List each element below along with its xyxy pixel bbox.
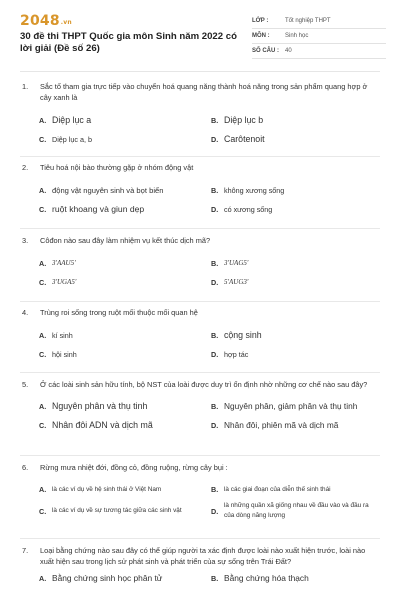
- option-c[interactable]: C. Nhân đôi ADN và dịch mã: [39, 420, 153, 430]
- question-stem: [20, 162, 380, 173]
- option-a[interactable]: A. Bằng chứng sinh học phân tử: [39, 573, 163, 583]
- option-b[interactable]: B. là các giai đoạn của diễn thế sinh thái: [211, 485, 331, 494]
- option-d[interactable]: D. Carôtenoit: [211, 134, 265, 144]
- option-c[interactable]: C. Diệp lục a, b: [39, 135, 92, 144]
- option-a[interactable]: A. 3'AAU5': [39, 259, 76, 268]
- meta-row-count: [252, 44, 386, 59]
- question-number: 4.: [22, 308, 29, 317]
- question-text: Tiêu hoá nội bào thường gặp ở nhóm động vật: [40, 163, 194, 172]
- meta-value: Sinh học: [285, 33, 309, 39]
- question-1: [20, 81, 380, 145]
- question-7: [20, 545, 380, 584]
- option-c[interactable]: C. là các ví dụ về sự tương tác giữa các sinh vật: [39, 506, 182, 516]
- option-b[interactable]: B. Bằng chứng hóa thạch: [211, 573, 309, 583]
- question-number: 3.: [22, 236, 29, 245]
- answer-options: [39, 484, 380, 521]
- option-b[interactable]: B. không xương sống: [211, 186, 285, 195]
- question-number: 1.: [22, 82, 29, 91]
- option-d[interactable]: D. là những quần xã giống nhau về đầu vào và đầu ra của dòng năng lượng: [211, 502, 369, 519]
- option-c[interactable]: C. hội sinh: [39, 350, 77, 359]
- question-6: [20, 462, 380, 521]
- meta-value: Tốt nghiệp THPT: [285, 18, 331, 24]
- logo-suffix: .vn: [60, 19, 72, 26]
- question-text: Ở các loài sinh sản hữu tính, bộ NST của loài được duy trì ổn định nhờ những cơ chế nào sau đây?: [40, 380, 368, 389]
- question-text: Côđon nào sau đây làm nhiệm vụ kết thúc dịch mã?: [40, 236, 211, 245]
- question-number: 7.: [22, 546, 29, 555]
- question-divider: [20, 156, 380, 157]
- option-b[interactable]: B. Diệp lục b: [211, 115, 264, 125]
- question-stem: [20, 81, 380, 103]
- question-stem: [20, 462, 380, 473]
- question-divider: [20, 455, 380, 456]
- option-b[interactable]: B. Nguyên phân, giảm phân và thụ tinh: [211, 401, 358, 411]
- option-b[interactable]: B. 3'UAG5': [211, 259, 249, 268]
- exam-meta-table: [252, 14, 386, 59]
- question-number: 5.: [22, 380, 29, 389]
- meta-label: MÔN :: [252, 33, 270, 39]
- answer-options: [39, 401, 380, 431]
- page-header: [0, 0, 400, 72]
- answer-options: [39, 115, 380, 145]
- option-a[interactable]: A. Diệp lục a: [39, 115, 92, 125]
- option-c[interactable]: C. ruột khoang và giun dẹp: [39, 204, 145, 214]
- question-divider: [20, 538, 380, 539]
- option-d[interactable]: D. có xương sống: [211, 205, 273, 214]
- answer-options: [39, 185, 380, 215]
- question-stem: [20, 307, 380, 318]
- question-5: [20, 379, 380, 431]
- question-stem: [20, 379, 380, 390]
- question-3: [20, 235, 380, 288]
- question-divider: [20, 228, 380, 229]
- answer-options: [39, 258, 380, 288]
- meta-value: 40: [285, 48, 292, 54]
- question-2: [20, 162, 380, 215]
- option-a[interactable]: A. là các ví dụ về hệ sinh thái ở Việt Nam: [39, 485, 162, 494]
- option-b[interactable]: B. cộng sinh: [211, 330, 262, 340]
- question-stem: [20, 545, 380, 567]
- option-d[interactable]: D. hợp tác: [211, 350, 249, 359]
- meta-label: LỚP :: [252, 18, 269, 24]
- option-c[interactable]: C. 3'UGA5': [39, 278, 77, 287]
- site-logo[interactable]: [20, 13, 72, 29]
- question-divider: [20, 301, 380, 302]
- option-d[interactable]: D. Nhân đôi, phiên mã và dịch mã: [211, 420, 339, 430]
- question-text: Loại bằng chứng nào sau đây có thể giúp người ta xác định được loài nào xuất hiện trước, loài nào xuất hiện sau trong lịch sử phát sinh và phát triển của sự sống trên Trái Đất?: [40, 546, 366, 566]
- question-text: Trùng roi sống trong ruột mối thuộc mối quan hệ: [40, 308, 198, 317]
- option-d[interactable]: D. 5'AUG3': [211, 278, 249, 287]
- logo-text: 2048: [20, 13, 60, 29]
- meta-row-subject: [252, 29, 386, 44]
- header-divider: [20, 71, 380, 72]
- question-number: 2.: [22, 163, 29, 172]
- question-text: Sắc tố tham gia trực tiếp vào chuyển hoá quang năng thành hoá năng trong sản phẩm quang hợp ở cây xanh là: [40, 82, 368, 102]
- option-a[interactable]: A. Nguyên phân và thụ tinh: [39, 401, 148, 411]
- question-4: [20, 307, 380, 360]
- option-a[interactable]: A. động vật nguyên sinh và bọt biển: [39, 186, 164, 195]
- answer-options: [39, 573, 380, 584]
- question-divider: [20, 372, 380, 373]
- question-number: 6.: [22, 463, 29, 472]
- page-title: 30 đề thi THPT Quốc gia môn Sinh năm 2022 có lời giải (Đề số 26): [20, 31, 237, 54]
- question-text: Rừng mưa nhiệt đới, đồng cỏ, đồng ruộng, rừng cây bụi :: [40, 463, 228, 472]
- meta-label: SỐ CÂU :: [252, 48, 279, 54]
- meta-row-class: [252, 14, 386, 29]
- question-stem: [20, 235, 380, 246]
- answer-options: [39, 330, 380, 360]
- option-a[interactable]: A. kí sinh: [39, 331, 73, 340]
